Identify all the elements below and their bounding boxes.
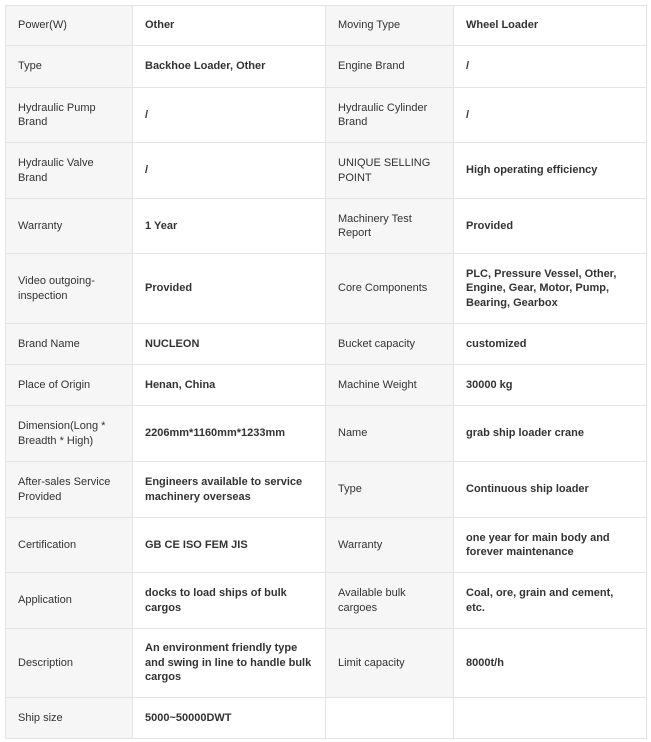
table-row — [6, 462, 647, 518]
spec-label: Video outgoing-inspection — [6, 254, 133, 324]
spec-value: Henan, China — [133, 365, 326, 406]
table-row — [6, 406, 647, 462]
table-row — [6, 698, 647, 739]
table-row — [6, 629, 647, 698]
spec-label: Power(W) — [6, 6, 133, 46]
spec-label: After-sales Service Provided — [6, 462, 133, 518]
spec-label: Machine Weight — [326, 365, 454, 406]
table-row — [6, 573, 647, 629]
spec-label: Certification — [6, 518, 133, 573]
spec-label: Description — [6, 629, 133, 698]
spec-value: 5000~50000DWT — [133, 698, 326, 739]
spec-value: / — [454, 88, 647, 143]
spec-value: An environment friendly type and swing in line to handle bulk cargos — [133, 629, 326, 698]
table-row — [6, 143, 647, 199]
spec-value: / — [133, 88, 326, 143]
spec-value: / — [454, 46, 647, 88]
product-spec-table — [5, 5, 647, 739]
spec-value: 8000t/h — [454, 629, 647, 698]
spec-label: Hydraulic Valve Brand — [6, 143, 133, 199]
spec-table-container — [5, 5, 646, 739]
spec-value: 2206mm*1160mm*1233mm — [133, 406, 326, 462]
table-row — [6, 46, 647, 88]
spec-value: Continuous ship loader — [454, 462, 647, 518]
spec-label: Application — [6, 573, 133, 629]
spec-value: grab ship loader crane — [454, 406, 647, 462]
spec-label: Place of Origin — [6, 365, 133, 406]
spec-label: Ship size — [6, 698, 133, 739]
spec-value: NUCLEON — [133, 324, 326, 365]
spec-value: Provided — [454, 199, 647, 254]
spec-label: Name — [326, 406, 454, 462]
table-row — [6, 88, 647, 143]
spec-value: PLC, Pressure Vessel, Other, Engine, Gear, Motor, Pump, Bearing, Gearbox — [454, 254, 647, 324]
table-row — [6, 199, 647, 254]
table-row — [6, 254, 647, 324]
spec-label: Hydraulic Cylinder Brand — [326, 88, 454, 143]
spec-value: 30000 kg — [454, 365, 647, 406]
table-row — [6, 6, 647, 46]
spec-value: Other — [133, 6, 326, 46]
spec-label: Dimension(Long * Breadth * High) — [6, 406, 133, 462]
table-row — [6, 365, 647, 406]
spec-label: Limit capacity — [326, 629, 454, 698]
spec-label: Brand Name — [6, 324, 133, 365]
spec-value: / — [133, 143, 326, 199]
spec-label: Warranty — [326, 518, 454, 573]
spec-value: High operating efficiency — [454, 143, 647, 199]
empty-cell — [326, 698, 454, 739]
spec-value: Wheel Loader — [454, 6, 647, 46]
spec-value: one year for main body and forever maintenance — [454, 518, 647, 573]
spec-value: Coal, ore, grain and cement, etc. — [454, 573, 647, 629]
spec-value: Engineers available to service machinery overseas — [133, 462, 326, 518]
spec-value: 1 Year — [133, 199, 326, 254]
spec-label: Core Components — [326, 254, 454, 324]
spec-label: Machinery Test Report — [326, 199, 454, 254]
spec-label: Bucket capacity — [326, 324, 454, 365]
spec-label: Hydraulic Pump Brand — [6, 88, 133, 143]
spec-value: docks to load ships of bulk cargos — [133, 573, 326, 629]
spec-value: Backhoe Loader, Other — [133, 46, 326, 88]
table-row — [6, 518, 647, 573]
spec-value: GB CE ISO FEM JIS — [133, 518, 326, 573]
empty-cell — [454, 698, 647, 739]
spec-label: Moving Type — [326, 6, 454, 46]
spec-label: UNIQUE SELLING POINT — [326, 143, 454, 199]
spec-value: Provided — [133, 254, 326, 324]
spec-label: Engine Brand — [326, 46, 454, 88]
table-row — [6, 324, 647, 365]
spec-label: Available bulk cargoes — [326, 573, 454, 629]
spec-label: Type — [326, 462, 454, 518]
spec-value: customized — [454, 324, 647, 365]
spec-label: Warranty — [6, 199, 133, 254]
spec-label: Type — [6, 46, 133, 88]
